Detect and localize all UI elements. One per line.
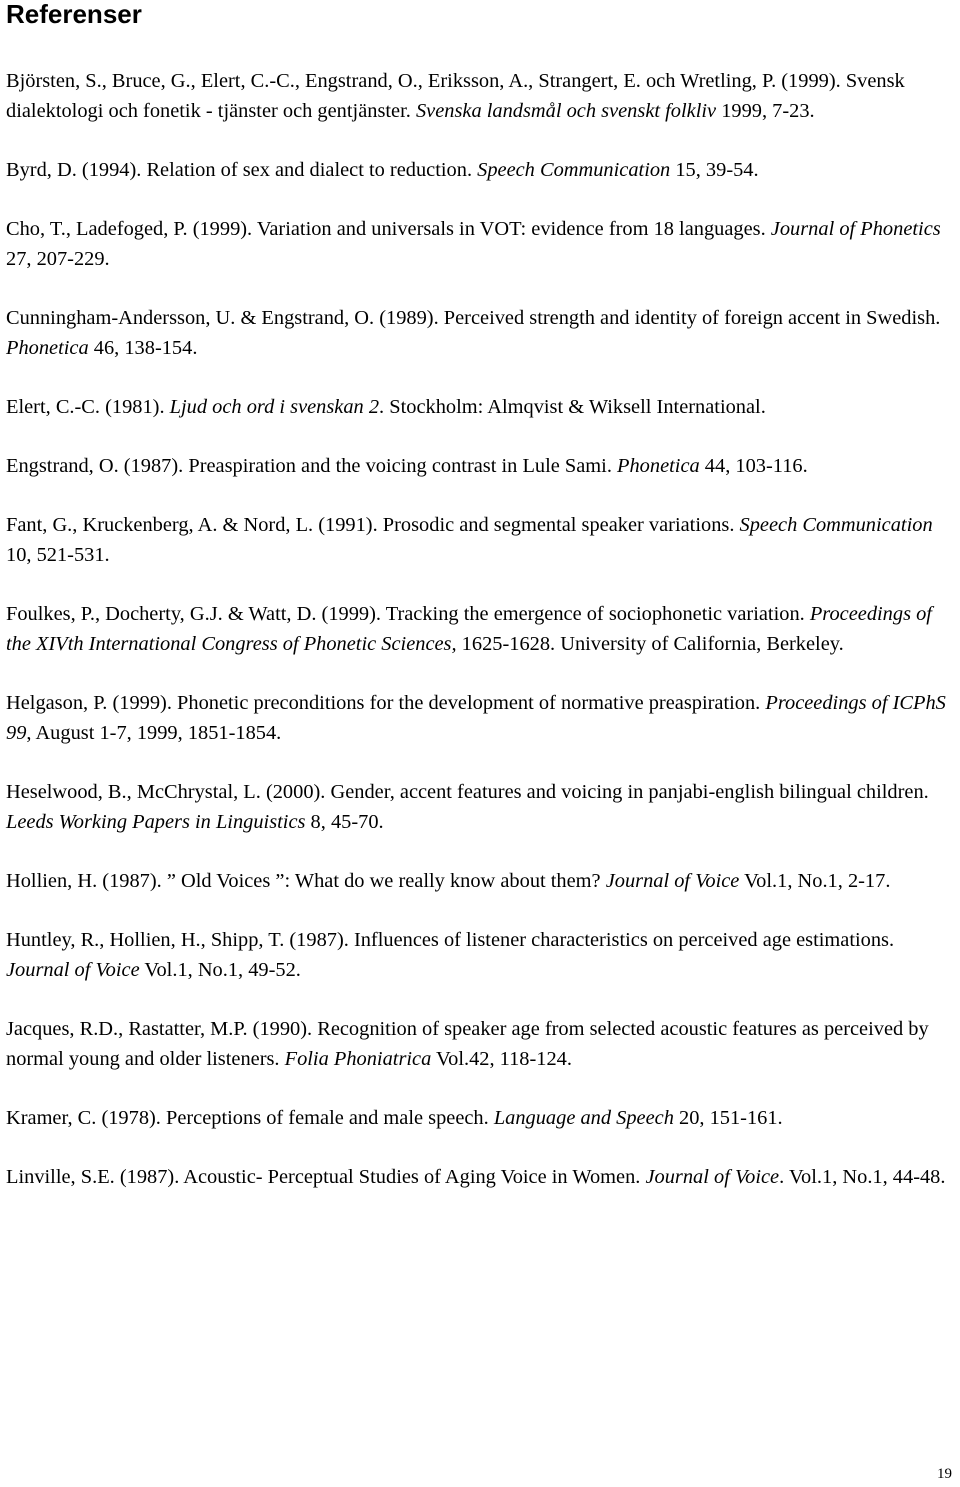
- reference-text: 44, 103-116.: [699, 455, 808, 477]
- reference-source-title: Journal of Voice: [645, 1166, 780, 1188]
- reference-text: Björsten, S., Bruce, G., Elert, C.-C., Engstrand, O., Eriksson, A., Strangert, E. och Wretling, P. (1999). Svensk dialektologi och fonetik - tjänster och gentjänster.: [6, 70, 905, 122]
- reference-text: 20, 151-161.: [673, 1107, 783, 1129]
- reference-text: . Vol.1, No.1, 44-48.: [779, 1166, 946, 1188]
- reference-text: Helgason, P. (1999). Phonetic preconditions for the development of normative preaspiration.: [6, 692, 766, 714]
- reference-entry: [6, 1014, 958, 1074]
- reference-entry: [6, 510, 958, 570]
- reference-text: Vol.1, No.1, 49-52.: [139, 959, 301, 981]
- reference-entry: [6, 866, 958, 896]
- reference-entry: [6, 66, 958, 126]
- reference-text: 15, 39-54.: [670, 159, 759, 181]
- reference-entry: [6, 214, 958, 274]
- reference-entry: [6, 303, 958, 363]
- reference-text: 27, 207-229.: [6, 248, 110, 270]
- reference-text: Engstrand, O. (1987). Preaspiration and the voicing contrast in Lule Sami.: [6, 455, 618, 477]
- reference-source-title: Phonetica: [617, 455, 700, 477]
- reference-text: Vol.42, 118-124.: [431, 1048, 572, 1070]
- reference-text: Huntley, R., Hollien, H., Shipp, T. (1987). Influences of listener characteristics on perceived age estimations.: [6, 929, 895, 951]
- reference-list: [6, 66, 958, 1221]
- reference-text: 46, 138-154.: [88, 337, 198, 359]
- reference-source-title: Phonetica: [6, 337, 89, 359]
- reference-text: Jacques, R.D., Rastatter, M.P. (1990). Recognition of speaker age from selected acoustic features as perceived by normal young and older listeners.: [6, 1018, 929, 1070]
- reference-text: Hollien, H. (1987). ” Old Voices ”: What do we really know about them?: [6, 870, 606, 892]
- reference-text: Kramer, C. (1978). Perceptions of female and male speech.: [6, 1107, 494, 1129]
- reference-entry: [6, 1103, 958, 1133]
- reference-source-title: Ljud och ord i svenskan 2: [169, 396, 380, 418]
- reference-entry: [6, 155, 958, 185]
- page-heading: Referenser: [6, 0, 142, 29]
- reference-source-title: Journal of Voice: [605, 870, 740, 892]
- reference-text: Elert, C.-C. (1981).: [6, 396, 170, 418]
- reference-source-title: Speech Communication: [739, 514, 933, 536]
- reference-source-title: Svenska landsmål och svenskt folkliv: [415, 100, 717, 122]
- reference-source-title: Language and Speech: [493, 1107, 674, 1129]
- reference-text: Byrd, D. (1994). Relation of sex and dialect to reduction.: [6, 159, 478, 181]
- reference-text: Cho, T., Ladefoged, P. (1999). Variation and universals in VOT: evidence from 18 languages.: [6, 218, 771, 240]
- reference-text: Foulkes, P., Docherty, G.J. & Watt, D. (1999). Tracking the emergence of sociophonetic variation.: [6, 603, 810, 625]
- reference-entry: [6, 451, 958, 481]
- reference-text: , August 1-7, 1999, 1851-1854.: [26, 722, 282, 744]
- reference-entry: [6, 925, 958, 985]
- reference-entry: [6, 777, 958, 837]
- reference-source-title: Proceedings of ICPhS 99: [6, 692, 946, 744]
- reference-text: 8, 45-70.: [305, 811, 384, 833]
- reference-text: 1999, 7-23.: [716, 100, 815, 122]
- reference-entry: [6, 392, 958, 422]
- reference-text: 1625-1628. University of California, Berkeley.: [456, 633, 844, 655]
- reference-text: 10, 521-531.: [6, 544, 110, 566]
- reference-source-title: Speech Communication: [477, 159, 671, 181]
- reference-source-title: Leeds Working Papers in Linguistics: [6, 811, 306, 833]
- reference-text: Fant, G., Kruckenberg, A. & Nord, L. (1991). Prosodic and segmental speaker variations.: [6, 514, 740, 536]
- reference-source-title: Proceedings of the XIVth International Congress of Phonetic Sciences,: [6, 603, 932, 655]
- reference-text: Linville, S.E. (1987). Acoustic- Perceptual Studies of Aging Voice in Women.: [6, 1166, 646, 1188]
- reference-text: . Stockholm: Almqvist & Wiksell International.: [379, 396, 766, 418]
- reference-source-title: Folia Phoniatrica: [284, 1048, 432, 1070]
- reference-source-title: Journal of Voice: [6, 959, 140, 981]
- reference-entry: [6, 1162, 958, 1192]
- reference-entry: [6, 688, 958, 748]
- reference-text: Cunningham-Andersson, U. & Engstrand, O. (1989). Perceived strength and identity of foreign accent in Swedish.: [6, 307, 941, 329]
- reference-source-title: Journal of Phonetics: [770, 218, 941, 240]
- reference-text: Vol.1, No.1, 2-17.: [739, 870, 891, 892]
- reference-text: Heselwood, B., McChrystal, L. (2000). Gender, accent features and voicing in panjabi-english bilingual children.: [6, 781, 929, 803]
- page-number: 19: [937, 1466, 952, 1482]
- reference-entry: [6, 599, 958, 659]
